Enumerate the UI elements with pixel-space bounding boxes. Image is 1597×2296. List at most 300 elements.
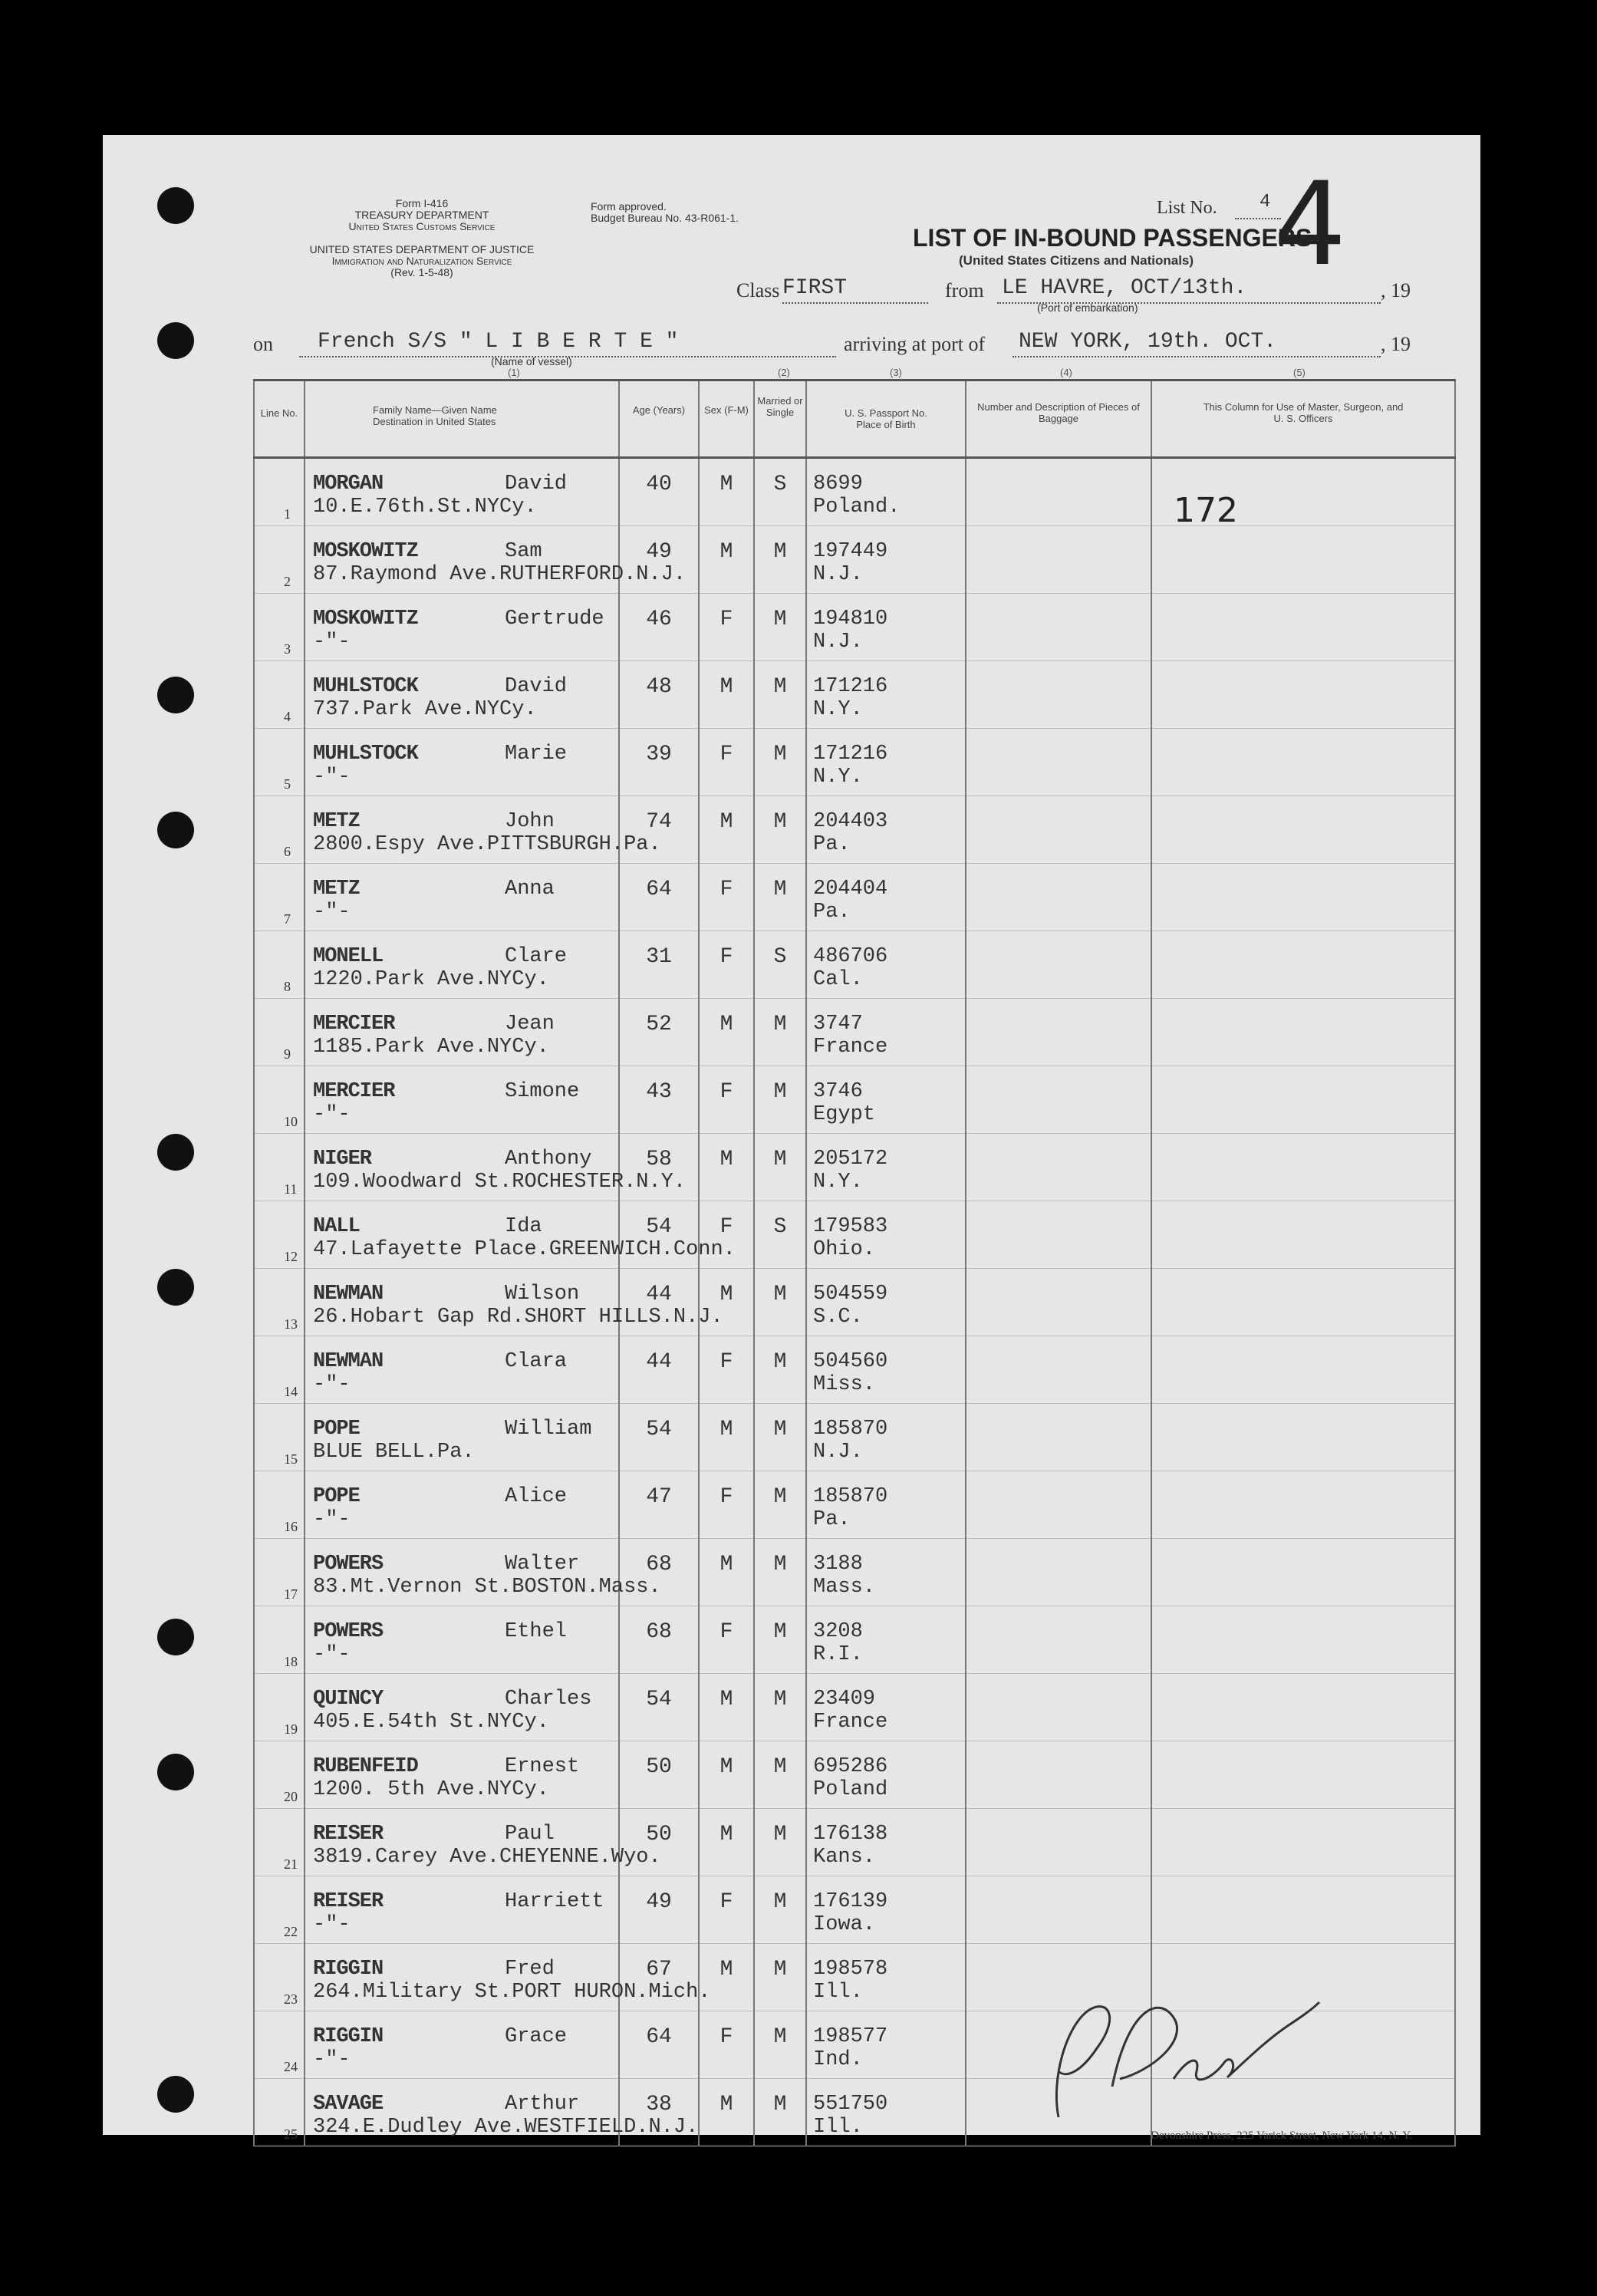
destination: 264.Military St.PORT HURON.Mich. xyxy=(313,1981,711,2004)
arriving-label: arriving at port of xyxy=(844,333,986,355)
table-row xyxy=(254,1876,1455,1944)
cell-passport xyxy=(806,1269,966,1336)
cell-passport xyxy=(806,999,966,1066)
table-row xyxy=(254,796,1455,864)
col-number-5: (5) xyxy=(1293,367,1306,378)
sex: F xyxy=(719,743,733,766)
on-label: on xyxy=(253,333,273,355)
cell-sex xyxy=(699,1269,754,1336)
passport-number: 695286 xyxy=(813,1755,888,1778)
marital-status: M xyxy=(773,1620,787,1644)
cell-line xyxy=(254,1066,305,1134)
arrival-port: NEW YORK, 19th. OCT. xyxy=(1019,330,1277,354)
cell-line xyxy=(254,1944,305,2011)
place-of-birth: Mass. xyxy=(813,1576,876,1599)
place-of-birth: Poland xyxy=(813,1778,888,1801)
line-number: 21 xyxy=(284,1856,298,1872)
line-number: 14 xyxy=(284,1384,298,1399)
cell-age xyxy=(619,796,699,864)
line-number: 8 xyxy=(284,979,291,994)
cell-officers xyxy=(1151,1809,1455,1876)
sex: M xyxy=(719,1148,733,1171)
place-of-birth: Cal. xyxy=(813,968,863,991)
cell-line xyxy=(254,1269,305,1336)
marital-status: M xyxy=(773,1553,787,1576)
cell-line xyxy=(254,1876,305,1944)
cell-officers xyxy=(1151,864,1455,931)
given-name: Paul xyxy=(505,1823,555,1846)
cell-baggage xyxy=(966,1606,1151,1674)
destination: 1185.Park Ave.NYCy. xyxy=(313,1036,549,1059)
given-name: Walter xyxy=(505,1553,580,1576)
marital-status: M xyxy=(773,1890,787,1914)
sex: F xyxy=(719,1485,733,1509)
signature xyxy=(1036,1964,1327,2133)
cell-passport xyxy=(806,458,966,526)
line-number: 1 xyxy=(284,506,291,522)
passport-number: 8699 xyxy=(813,473,863,496)
marital-status: M xyxy=(773,675,787,699)
destination: 324.E.Dudley Ave.WESTFIELD.N.J. xyxy=(313,2116,699,2139)
line-number: 6 xyxy=(284,844,291,859)
family-name: METZ xyxy=(313,810,360,833)
marital-status: M xyxy=(773,1418,787,1441)
cell-sex xyxy=(699,526,754,594)
class-underline xyxy=(782,302,928,304)
passenger-table xyxy=(253,379,1456,2146)
officer-mark: 172 xyxy=(1174,491,1238,530)
cell-age xyxy=(619,1944,699,2011)
cell-baggage xyxy=(966,1404,1151,1471)
given-name: Ethel xyxy=(505,1620,568,1643)
age: 64 xyxy=(646,2025,672,2049)
age: 38 xyxy=(646,2093,672,2116)
place-of-birth: Ind. xyxy=(813,2048,863,2071)
cell-officers xyxy=(1151,594,1455,661)
age: 44 xyxy=(646,1350,672,1374)
list-number: 4 xyxy=(1259,192,1271,212)
passport-number: 179583 xyxy=(813,1215,888,1238)
passport-number: 185870 xyxy=(813,1485,888,1508)
class-value: FIRST xyxy=(782,276,848,300)
cell-sex xyxy=(699,1066,754,1134)
cell-married xyxy=(754,931,806,999)
cell-passport xyxy=(806,1404,966,1471)
age: 49 xyxy=(646,1890,672,1914)
table-row xyxy=(254,1336,1455,1404)
place-of-birth: Pa. xyxy=(813,833,851,856)
cell-baggage xyxy=(966,1876,1151,1944)
cell-married xyxy=(754,1944,806,2011)
destination: 2800.Espy Ave.PITTSBURGH.Pa. xyxy=(313,833,661,856)
marital-status: S xyxy=(773,1215,787,1239)
cell-baggage xyxy=(966,1269,1151,1336)
cell-line xyxy=(254,999,305,1066)
given-name: Anthony xyxy=(505,1148,592,1171)
col-header-name: Family Name—Given Name Destination in United States xyxy=(305,380,619,458)
age: 52 xyxy=(646,1013,672,1036)
cell-baggage xyxy=(966,1201,1151,1269)
cell-passport xyxy=(806,2011,966,2079)
family-name: POWERS xyxy=(313,1620,384,1643)
sex: F xyxy=(719,945,733,969)
destination: 47.Lafayette Place.GREENWICH.Conn. xyxy=(313,1238,736,1261)
col-header-officers: This Column for Use of Master, Surgeon, and U. S. Officers xyxy=(1151,380,1455,458)
place-of-birth: France xyxy=(813,1711,888,1734)
cell-married xyxy=(754,458,806,526)
passport-number: 23409 xyxy=(813,1688,876,1711)
cell-married xyxy=(754,1066,806,1134)
col-number-2: (2) xyxy=(778,367,790,378)
cell-officers xyxy=(1151,999,1455,1066)
cell-married xyxy=(754,796,806,864)
family-name: MOSKOWITZ xyxy=(313,540,418,563)
form-number: Form I-416 xyxy=(395,197,449,209)
cell-passport xyxy=(806,864,966,931)
cell-line xyxy=(254,1336,305,1404)
sex: M xyxy=(719,1553,733,1576)
binder-hole xyxy=(157,187,194,224)
passport-number: 3208 xyxy=(813,1620,863,1643)
cell-passport xyxy=(806,2079,966,2146)
cell-age xyxy=(619,458,699,526)
place-of-birth: France xyxy=(813,1036,888,1059)
cell-officers xyxy=(1151,1471,1455,1539)
age: 47 xyxy=(646,1485,672,1509)
place-of-birth: N.J. xyxy=(813,631,863,654)
cell-married xyxy=(754,1539,806,1606)
given-name: David xyxy=(505,675,568,698)
sex: F xyxy=(719,1350,733,1374)
table-row xyxy=(254,1809,1455,1876)
cell-line xyxy=(254,526,305,594)
place-of-birth: S.C. xyxy=(813,1306,863,1329)
cell-baggage xyxy=(966,1741,1151,1809)
sex: M xyxy=(719,1418,733,1441)
destination: 87.Raymond Ave.RUTHERFORD.N.J. xyxy=(313,563,687,586)
age: 50 xyxy=(646,1755,672,1779)
family-name: METZ xyxy=(313,878,360,901)
cell-baggage xyxy=(966,526,1151,594)
family-name: RIGGIN xyxy=(313,1958,384,1981)
line-number: 5 xyxy=(284,776,291,792)
passport-number: 205172 xyxy=(813,1148,888,1171)
sex: M xyxy=(719,2093,733,2116)
given-name: Simone xyxy=(505,1080,580,1103)
destination: 26.Hobart Gap Rd.SHORT HILLS.N.J. xyxy=(313,1306,723,1329)
col-header-baggage: Number and Description of Pieces of Baggage xyxy=(966,380,1151,458)
place-of-birth: R.I. xyxy=(813,1643,863,1666)
given-name: Harriett xyxy=(505,1890,604,1913)
place-of-birth: Ill. xyxy=(813,2116,863,2139)
cell-age xyxy=(619,1741,699,1809)
col-header-age: Age (Years) xyxy=(619,380,699,458)
cell-passport xyxy=(806,1809,966,1876)
binder-hole xyxy=(157,322,194,359)
destination: -"- xyxy=(313,2048,351,2071)
cell-age xyxy=(619,1336,699,1404)
cell-married xyxy=(754,2079,806,2146)
cell-line xyxy=(254,2079,305,2146)
family-name: REISER xyxy=(313,1823,384,1846)
family-name: REISER xyxy=(313,1890,384,1913)
table-row xyxy=(254,1066,1455,1134)
given-name: Charles xyxy=(505,1688,592,1711)
family-name: MERCIER xyxy=(313,1080,395,1103)
place-of-birth: N.Y. xyxy=(813,698,863,721)
cell-line xyxy=(254,1471,305,1539)
line-number: 24 xyxy=(284,2059,298,2074)
table-row xyxy=(254,1201,1455,1269)
table-row xyxy=(254,1741,1455,1809)
cell-married xyxy=(754,1336,806,1404)
cell-married xyxy=(754,1269,806,1336)
line-number: 11 xyxy=(284,1181,298,1197)
destination: 1200. 5th Ave.NYCy. xyxy=(313,1778,549,1801)
cell-name xyxy=(305,729,619,796)
family-name: NEWMAN xyxy=(313,1350,384,1373)
cell-sex xyxy=(699,1539,754,1606)
cell-passport xyxy=(806,1741,966,1809)
passport-number: 3746 xyxy=(813,1080,863,1103)
cell-married xyxy=(754,729,806,796)
family-name: MERCIER xyxy=(313,1013,395,1036)
cell-line xyxy=(254,1674,305,1741)
cell-baggage xyxy=(966,1674,1151,1741)
cell-officers xyxy=(1151,1876,1455,1944)
age: 48 xyxy=(646,675,672,699)
table-row xyxy=(254,594,1455,661)
destination: -"- xyxy=(313,1643,351,1666)
line-number: 4 xyxy=(284,709,291,724)
table-row xyxy=(254,931,1455,999)
cell-name xyxy=(305,1336,619,1404)
passport-number: 3188 xyxy=(813,1553,863,1576)
age: 40 xyxy=(646,473,672,496)
cell-sex xyxy=(699,2079,754,2146)
cell-age xyxy=(619,1134,699,1201)
line-number: 7 xyxy=(284,911,291,927)
cell-line xyxy=(254,1539,305,1606)
year-label: , 19 xyxy=(1381,279,1411,301)
destination: -"- xyxy=(313,631,351,654)
table-row xyxy=(254,1471,1455,1539)
age: 39 xyxy=(646,743,672,766)
passport-number: 198578 xyxy=(813,1958,888,1981)
family-name: POWERS xyxy=(313,1553,384,1576)
cell-married xyxy=(754,1809,806,1876)
line-number: 22 xyxy=(284,1924,298,1939)
form-approved: Form approved. xyxy=(591,200,667,212)
marital-status: M xyxy=(773,1080,787,1104)
passport-number: 204403 xyxy=(813,810,888,833)
family-name: RIGGIN xyxy=(313,2025,384,2048)
table-row xyxy=(254,999,1455,1066)
marital-status: M xyxy=(773,1013,787,1036)
binder-hole xyxy=(157,812,194,848)
page-subtitle: (United States Citizens and Nationals) xyxy=(959,253,1194,268)
marital-status: M xyxy=(773,1350,787,1374)
destination: 3819.Carey Ave.CHEYENNE.Wyo. xyxy=(313,1846,661,1869)
given-name: Alice xyxy=(505,1485,568,1508)
cell-line xyxy=(254,1606,305,1674)
cell-age xyxy=(619,1471,699,1539)
vessel-name: French S/S " L I B E R T E " xyxy=(318,330,679,354)
family-name: SAVAGE xyxy=(313,2093,384,2116)
table-row xyxy=(254,458,1455,526)
cell-age xyxy=(619,1404,699,1471)
cell-married xyxy=(754,1741,806,1809)
passport-number: 176139 xyxy=(813,1890,888,1913)
cell-baggage xyxy=(966,864,1151,931)
cell-sex xyxy=(699,1404,754,1471)
cell-sex xyxy=(699,1471,754,1539)
destination: 405.E.54th St.NYCy. xyxy=(313,1711,549,1734)
cell-passport xyxy=(806,1606,966,1674)
passport-number: 486706 xyxy=(813,945,888,968)
cell-sex xyxy=(699,1809,754,1876)
cell-married xyxy=(754,1201,806,1269)
family-name: POPE xyxy=(313,1418,360,1441)
cell-officers xyxy=(1151,796,1455,864)
given-name: David xyxy=(505,473,568,496)
given-name: Clare xyxy=(505,945,568,968)
given-name: Arthur xyxy=(505,2093,580,2116)
family-name: NEWMAN xyxy=(313,1283,384,1306)
age: 68 xyxy=(646,1553,672,1576)
cell-passport xyxy=(806,661,966,729)
cell-passport xyxy=(806,729,966,796)
cell-age xyxy=(619,1269,699,1336)
cell-passport xyxy=(806,594,966,661)
cell-sex xyxy=(699,594,754,661)
cell-officers xyxy=(1151,1336,1455,1404)
cell-sex xyxy=(699,864,754,931)
passport-number: 197449 xyxy=(813,540,888,563)
cell-sex xyxy=(699,661,754,729)
cell-age xyxy=(619,729,699,796)
marital-status: M xyxy=(773,1823,787,1846)
cell-line xyxy=(254,729,305,796)
marital-status: M xyxy=(773,2025,787,2049)
line-number: 16 xyxy=(284,1519,298,1534)
place-of-birth: Miss. xyxy=(813,1373,876,1396)
cell-baggage xyxy=(966,999,1151,1066)
line-number: 25 xyxy=(284,2126,298,2142)
cell-age xyxy=(619,661,699,729)
passport-number: 504559 xyxy=(813,1283,888,1306)
destination: -"- xyxy=(313,1508,351,1531)
cell-officers xyxy=(1151,1539,1455,1606)
given-name: Gertrude xyxy=(505,608,604,631)
marital-status: M xyxy=(773,1688,787,1711)
arrival-underline xyxy=(1013,356,1381,357)
cell-sex xyxy=(699,1741,754,1809)
cell-officers xyxy=(1151,729,1455,796)
age: 46 xyxy=(646,608,672,631)
sex: M xyxy=(719,1013,733,1036)
family-name: MOSKOWITZ xyxy=(313,608,418,631)
port-embarkation-caption: (Port of embarkation) xyxy=(1037,301,1138,314)
age: 54 xyxy=(646,1418,672,1441)
cell-baggage xyxy=(966,661,1151,729)
age: 54 xyxy=(646,1215,672,1239)
given-name: Anna xyxy=(505,878,555,901)
cell-age xyxy=(619,2011,699,2079)
marital-status: M xyxy=(773,1958,787,1981)
given-name: Fred xyxy=(505,1958,555,1981)
cell-married xyxy=(754,999,806,1066)
given-name: John xyxy=(505,810,555,833)
cell-sex xyxy=(699,1876,754,1944)
marital-status: M xyxy=(773,2093,787,2116)
binder-hole xyxy=(157,1269,194,1306)
class-label: Class xyxy=(736,279,780,301)
cell-line xyxy=(254,1809,305,1876)
place-of-birth: Pa. xyxy=(813,1508,851,1531)
passport-number: 551750 xyxy=(813,2093,888,2116)
cell-age xyxy=(619,1066,699,1134)
sex: M xyxy=(719,1283,733,1306)
table-row xyxy=(254,1674,1455,1741)
binder-hole xyxy=(157,1754,194,1790)
binder-hole xyxy=(157,677,194,713)
cell-passport xyxy=(806,1471,966,1539)
sex: F xyxy=(719,2025,733,2049)
line-number: 13 xyxy=(284,1316,298,1332)
given-name: Clara xyxy=(505,1350,568,1373)
family-name: MONELL xyxy=(313,945,384,968)
sex: M xyxy=(719,1958,733,1981)
cell-passport xyxy=(806,1336,966,1404)
given-name: Ida xyxy=(505,1215,542,1238)
place-of-birth: N.J. xyxy=(813,563,863,586)
cell-passport xyxy=(806,796,966,864)
family-name: MORGAN xyxy=(313,473,384,496)
cell-married xyxy=(754,1674,806,1741)
cell-baggage xyxy=(966,1471,1151,1539)
sex: F xyxy=(719,1215,733,1239)
cell-name xyxy=(305,661,619,729)
cell-baggage xyxy=(966,458,1151,526)
passport-number: 204404 xyxy=(813,878,888,901)
cell-married xyxy=(754,1471,806,1539)
cell-married xyxy=(754,1404,806,1471)
cell-officers xyxy=(1151,1741,1455,1809)
cell-baggage xyxy=(966,1336,1151,1404)
passport-number: 3747 xyxy=(813,1013,863,1036)
given-name: William xyxy=(505,1418,592,1441)
table-header-row xyxy=(254,380,1455,458)
cell-married xyxy=(754,594,806,661)
cell-line xyxy=(254,594,305,661)
ins-service: Immigration and Naturalization Service xyxy=(331,255,512,267)
cell-baggage xyxy=(966,1066,1151,1134)
col-number-4: (4) xyxy=(1060,367,1072,378)
passport-number: 194810 xyxy=(813,608,888,631)
col-number-3: (3) xyxy=(890,367,902,378)
cell-passport xyxy=(806,1876,966,1944)
cell-married xyxy=(754,1134,806,1201)
place-of-birth: Ill. xyxy=(813,1981,863,2004)
cell-sex xyxy=(699,1336,754,1404)
cell-passport xyxy=(806,1134,966,1201)
cell-line xyxy=(254,1201,305,1269)
sex: M xyxy=(719,675,733,699)
destination: -"- xyxy=(313,766,351,789)
printer-credit: Devonshire Press, 225 Varick Street, New York 14, N. Y. xyxy=(1151,2130,1412,2142)
place-of-birth: Iowa. xyxy=(813,1913,876,1936)
